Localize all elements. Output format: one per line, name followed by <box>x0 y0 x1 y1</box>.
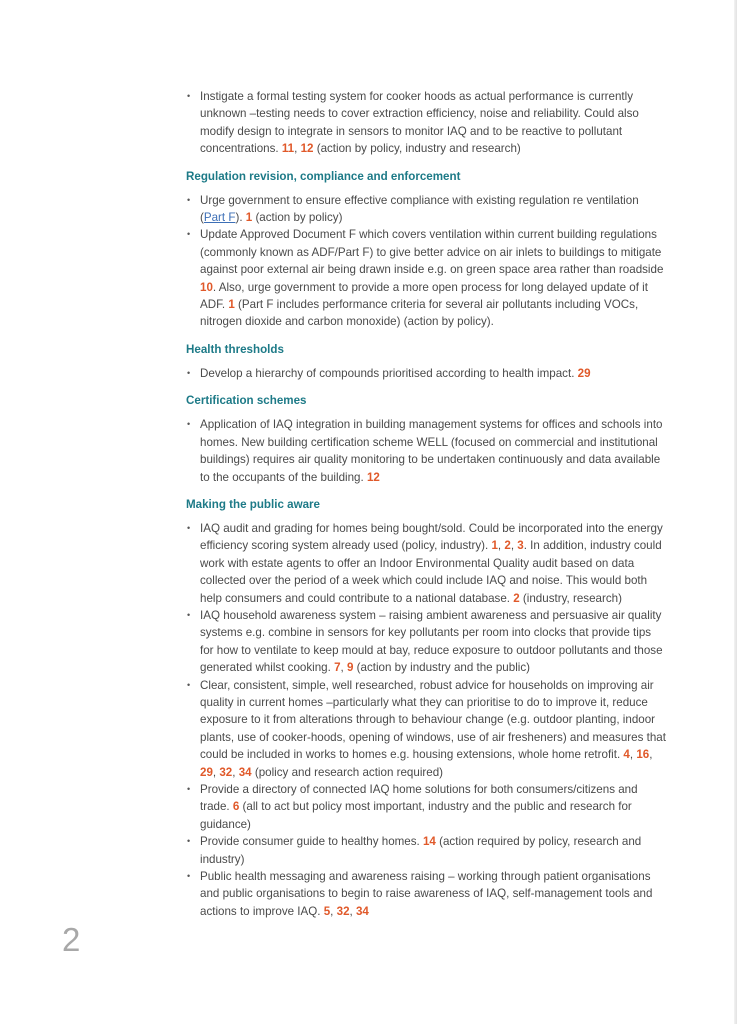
bullet-item <box>186 416 666 486</box>
bullet-point-icon: • <box>187 91 191 101</box>
sections-container <box>186 168 666 921</box>
bullet-text: (all to act but policy most important, industry and the public and research for guidance) <box>200 800 632 831</box>
reference-number: 9 <box>346 661 354 675</box>
reference-number: 32 <box>336 904 350 918</box>
bullet-item <box>186 833 666 868</box>
bullet-text: Clear, consistent, simple, well researched, robust advice for households on improving air quality in current homes –particularly what they can prioritise to do to improve it, reduce exposure to it from alterations through to behaviour change (e.g. outdoor planting, indoor plants, use of cooker-hoods, opening of windows, use of air fresheners) and measures that could be included in works to homes e.g. housing extensions, whole home retrofit. <box>200 678 666 762</box>
bullet-text: Application of IAQ integration in building management systems for offices and schools into homes. New building certification scheme WELL (focused on commercial and institutional buildings) requires air quality monitoring to be undertaken continuously and data available to the occupants of the building. <box>200 418 663 484</box>
reference-number: 12 <box>366 470 380 484</box>
bullet-text: IAQ household awareness system – raising ambient awareness and persuasive air quality systems e.g. combine in sensors for key pollutants per room into clocks that provide tips for how to ventilate to keep mould at bay, reduce exposure to outdoor pollutants and those generated whilst cooking. <box>200 608 663 675</box>
section-bullet-list <box>186 520 666 920</box>
reference-number: 29 <box>577 366 591 380</box>
reference-number: 1 <box>228 298 235 312</box>
section-heading: Regulation revision, compliance and enforcement <box>186 169 461 183</box>
bullet-text: (industry, research) <box>519 591 622 605</box>
reference-number: 7 <box>334 661 341 675</box>
section-bullet-list <box>186 365 666 382</box>
reference-number: 11 <box>281 142 295 156</box>
bullet-text: , <box>340 661 347 675</box>
bullet-point-icon: • <box>187 609 191 620</box>
bullet-text: Provide consumer guide to healthy homes. <box>200 835 423 849</box>
bullet-text: Instigate a formal testing system for cooker hoods as actual performance is currently unknown –testing needs to cover extraction efficiency, noise and reliability. Could also modify design to integrate in sensors to monitor IAQ and to be reactive to pollutant concentrations. <box>200 90 639 156</box>
bullet-text: . Also, urge government to provide a more open process for long delayed update of it ADF. <box>200 280 648 312</box>
reference-number: 1 <box>245 211 253 225</box>
bullet-text: . In addition, industry could work with estate agents to offer an Indoor Environmental Quality audit based on data collected over the period of a week which could include IAQ and noise. This would both help consumers and could contribute to a national database. <box>200 539 662 605</box>
bullet-text: (action required by policy, research and industry) <box>200 835 642 866</box>
part-f-link[interactable]: Part F <box>203 211 236 225</box>
bullet-item <box>186 520 666 607</box>
bullet-text: , <box>232 765 239 779</box>
bullet-item <box>186 226 666 330</box>
bullet-text: , <box>629 748 637 762</box>
bullet-item <box>186 192 666 227</box>
bullet-point-icon: • <box>187 522 191 533</box>
bullet-point-icon: • <box>187 419 191 430</box>
bullet-text: , <box>497 539 505 553</box>
reference-number: 2 <box>513 591 520 605</box>
bullet-text: ). <box>235 211 246 225</box>
document-body <box>186 88 666 920</box>
reference-number: 5 <box>323 904 331 918</box>
section-heading: Health thresholds <box>186 342 284 356</box>
bullet-point-icon: • <box>187 229 191 240</box>
bullet-text: Urge government to ensure effective compliance with existing regulation re ventilation ( <box>200 193 639 225</box>
page-number: 2 <box>62 921 81 958</box>
bullet-item <box>186 868 666 920</box>
reference-number: 34 <box>238 765 252 779</box>
bullet-text: (Part F includes performance criteria for several air pollutants including VOCs, nitrogen dioxide and carbon monoxide) (action by policy). <box>200 298 639 329</box>
reference-number: 16 <box>636 748 650 762</box>
section-bullet-list <box>186 416 666 486</box>
bullet-point-icon: • <box>187 194 191 205</box>
section-heading: Certification schemes <box>186 394 307 408</box>
bullet-text: Develop a hierarchy of compounds prioritised according to health impact. <box>200 366 578 380</box>
bullet-text: , <box>294 142 301 156</box>
bullet-item <box>186 781 666 833</box>
bullet-text: Update Approved Document F which covers ventilation within current building regulations (commonly known as ADF/Part F) to give better advice on air inlets to buildings to mitigate against poor external air being drawn inside e.g. on green space area rather than roadside <box>200 228 664 277</box>
bullet-text: , <box>510 539 518 553</box>
section-bullet-list <box>186 192 666 331</box>
bullet-point-icon: • <box>187 836 191 847</box>
reference-number: 10 <box>200 280 213 294</box>
bullet-point-icon: • <box>187 784 191 794</box>
bullet-point-icon: • <box>187 871 191 882</box>
reference-number: 32 <box>219 765 233 779</box>
reference-number: 2 <box>504 539 511 553</box>
bullet-item <box>186 607 666 677</box>
bullet-item <box>186 365 666 382</box>
bullet-text: , <box>649 748 653 762</box>
bullet-text: (action by industry and the public) <box>353 661 531 675</box>
bullet-item <box>186 677 666 781</box>
bullet-text: (action by policy, industry and research) <box>313 142 521 156</box>
bullet-item <box>186 88 666 158</box>
bullet-text: IAQ audit and grading for homes being bought/sold. Could be incorporated into the energy efficiency scoring system already used (policy, industry). <box>200 521 663 553</box>
reference-number: 14 <box>422 835 436 849</box>
reference-number: 6 <box>232 800 240 814</box>
reference-number: 29 <box>200 765 213 779</box>
bullet-text: Public health messaging and awareness raising – working through patient organisations and public organisations to begin to raise awareness of IAQ, self-management tools and actions to improve IAQ. <box>200 870 653 918</box>
reference-number: 12 <box>300 142 314 156</box>
reference-number: 3 <box>517 539 524 553</box>
reference-number: 1 <box>491 539 498 553</box>
bullet-point-icon: • <box>187 679 191 690</box>
bullet-text: Provide a directory of connected IAQ home solutions for both consumers/citizens and trade. <box>200 783 638 814</box>
bullet-text: , <box>349 904 356 918</box>
bullet-text: , <box>212 765 220 779</box>
reference-number: 4 <box>623 748 630 762</box>
bullet-text: , <box>330 904 337 918</box>
bullet-text: (policy and research action required) <box>251 765 444 779</box>
section-heading: Making the public aware <box>186 497 321 511</box>
intro-bullet-list <box>186 88 666 158</box>
bullet-text: (action by policy) <box>252 211 343 225</box>
reference-number: 34 <box>355 904 369 918</box>
bullet-point-icon: • <box>187 367 191 378</box>
